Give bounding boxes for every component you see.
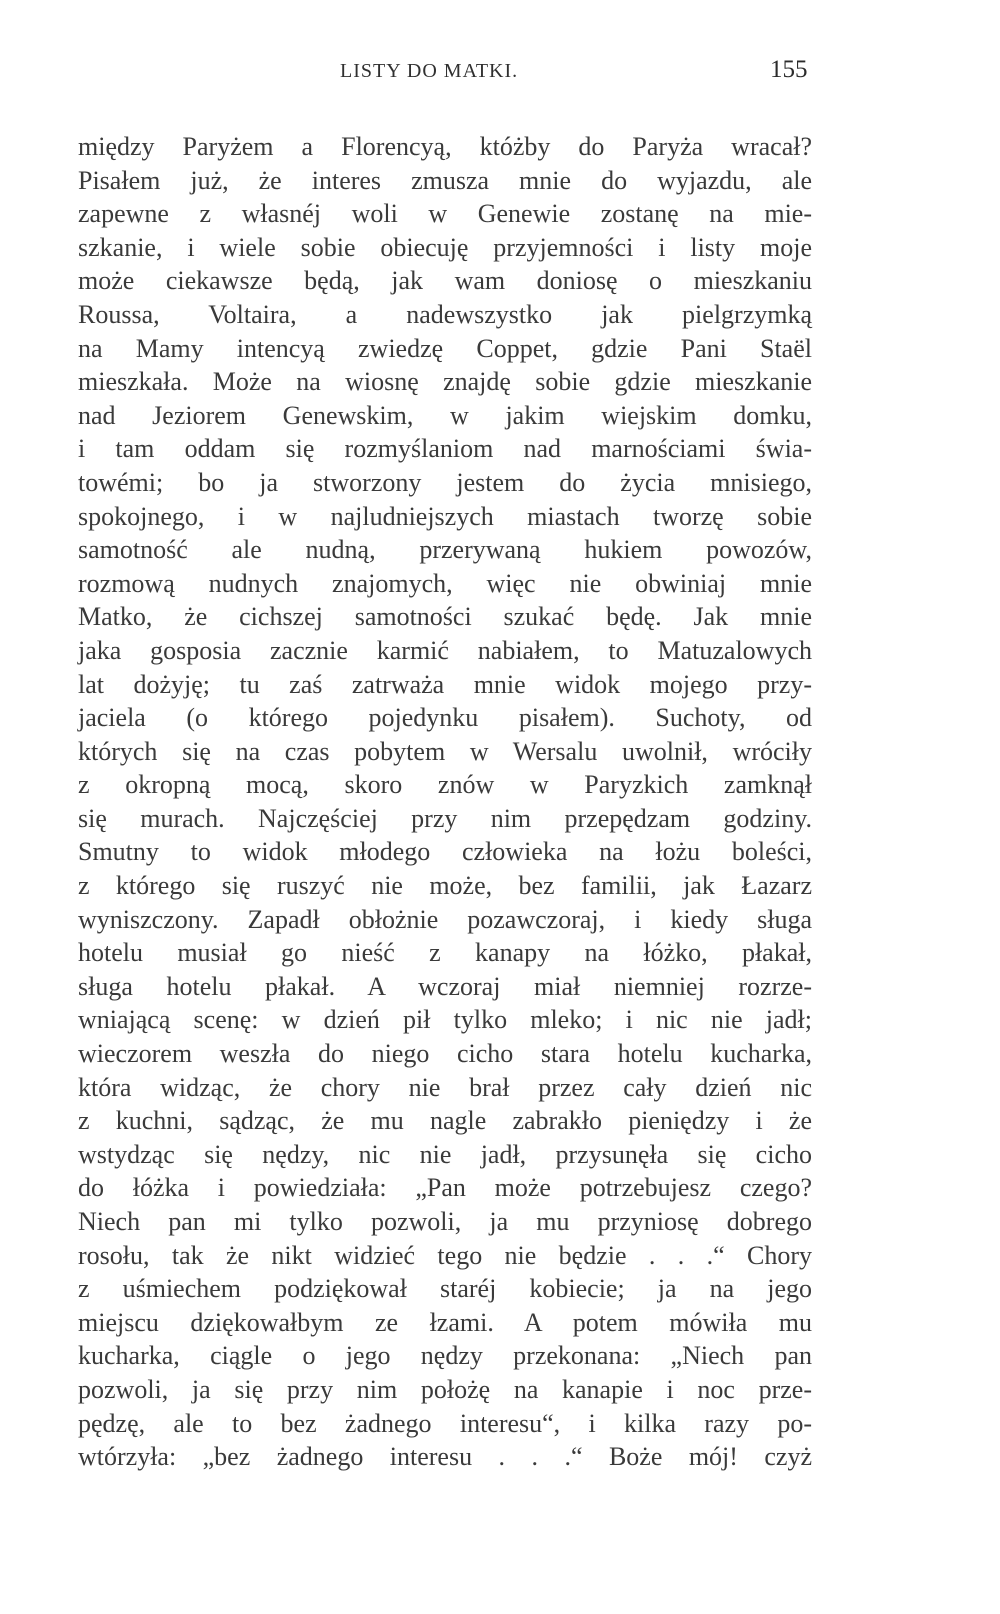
text-line: między Paryżem a Florencyą, któżby do Paryża wracał? xyxy=(78,132,812,161)
text-line: wyniszczony. Zapadł obłożnie pozawczoraj, i kiedy sługa xyxy=(78,904,812,934)
text-line: nad Jeziorem Genewskim, w jakim wiejskim domku, xyxy=(78,400,812,430)
text-line: na Mamy intencyą zwiedzę Coppet, gdzie Pani Staël xyxy=(78,333,812,363)
text-line: się murach. Najczęściej przy nim przepędzam godziny. xyxy=(78,803,812,833)
text-line: zapewne z własnéj woli w Genewie zostanę na mie- xyxy=(78,199,812,229)
text-line: mieszkała. Może na wiosnę znajdę sobie gdzie mieszkanie xyxy=(78,367,812,397)
text-line: których się na czas pobytem w Wersalu uwolnił, wróciły xyxy=(78,736,812,766)
text-line: rosołu, tak że nikt widzieć tego nie będzie . . .“ Chory xyxy=(78,1240,812,1270)
text-line: rozmową nudnych znajomych, więc nie obwiniaj mnie xyxy=(78,568,812,598)
body-text xyxy=(78,130,812,1474)
text-line: wieczorem weszła do niego cicho stara hotelu kucharka, xyxy=(78,1039,812,1069)
text-line: z którego się ruszyć nie może, bez familii, jak Łazarz xyxy=(78,871,812,901)
text-line: z kuchni, sądząc, że mu nagle zabrakło pieniędzy i że xyxy=(78,1106,812,1136)
text-line: sługa hotelu płakał. A wczoraj miał niemniej rozrze- xyxy=(78,971,812,1001)
text-line: jaka gosposia zacznie karmić nabiałem, to Matuzalowych xyxy=(78,635,812,665)
running-head xyxy=(0,56,1000,92)
text-line: pędzę, ale to bez żadnego interesu“, i kilka razy po- xyxy=(78,1408,812,1438)
running-title: LISTY DO MATKI. xyxy=(340,60,519,82)
text-line: wtórzyła: „bez żadnego interesu . . .“ Boże mój! czyż xyxy=(78,1442,812,1472)
text-line: jaciela (o którego pojedynku pisałem). Suchoty, od xyxy=(78,703,812,733)
text-line: pozwoli, ja się przy nim położę na kanapie i noc prze- xyxy=(78,1374,812,1404)
text-line: Matko, że cichszej samotności szukać będę. Jak mnie xyxy=(78,602,812,632)
text-line: kucharka, ciągle o jego nędzy przekonana: „Niech pan xyxy=(78,1341,812,1371)
text-line: spokojnego, i w najludniejszych miastach tworzę sobie xyxy=(78,501,812,531)
text-line: do łóżka i powiedziała: „Pan może potrzebujesz czego? xyxy=(78,1173,812,1203)
text-line: może ciekawsze będą, jak wam doniosę o mieszkaniu xyxy=(78,266,812,296)
text-line: towémi; bo ja stworzony jestem do życia mnisiego, xyxy=(78,467,812,497)
text-line: miejscu dziękowałbym ze łzami. A potem mówiła mu xyxy=(78,1307,812,1337)
text-line: wniającą scenę: w dzień pił tylko mleko; i nic nie jadł; xyxy=(78,1005,812,1035)
text-line: Niech pan mi tylko pozwoli, ja mu przyniosę dobrego xyxy=(78,1207,812,1236)
text-line: która widząc, że chory nie brał przez cały dzień nic xyxy=(78,1072,812,1102)
text-line: szkanie, i wiele sobie obiecuję przyjemności i listy moje xyxy=(78,232,812,262)
page-number: 155 xyxy=(770,56,808,83)
text-line: samotność ale nudną, przerywaną hukiem powozów, xyxy=(78,535,812,565)
text-line: Smutny to widok młodego człowieka na łożu boleści, xyxy=(78,837,812,867)
text-line: Roussa, Voltaira, a nadewszystko jak pielgrzymką xyxy=(78,299,812,329)
text-line: lat dożyję; tu zaś zatrważa mnie widok mojego przy- xyxy=(78,669,812,699)
text-line: z okropną mocą, skoro znów w Paryzkich zamknął xyxy=(78,770,812,800)
text-line: z uśmiechem podziękował staréj kobiecie; ja na jego xyxy=(78,1274,812,1304)
text-line: wstydząc się nędzy, nic nie jadł, przysunęła się cicho xyxy=(78,1139,812,1169)
text-line: hotelu musiał go nieść z kanapy na łóżko, płakał, xyxy=(78,938,812,968)
text-line: i tam oddam się rozmyślaniom nad marnościami świa- xyxy=(78,434,812,464)
text-line: Pisałem już, że interes zmusza mnie do wyjazdu, ale xyxy=(78,165,812,195)
